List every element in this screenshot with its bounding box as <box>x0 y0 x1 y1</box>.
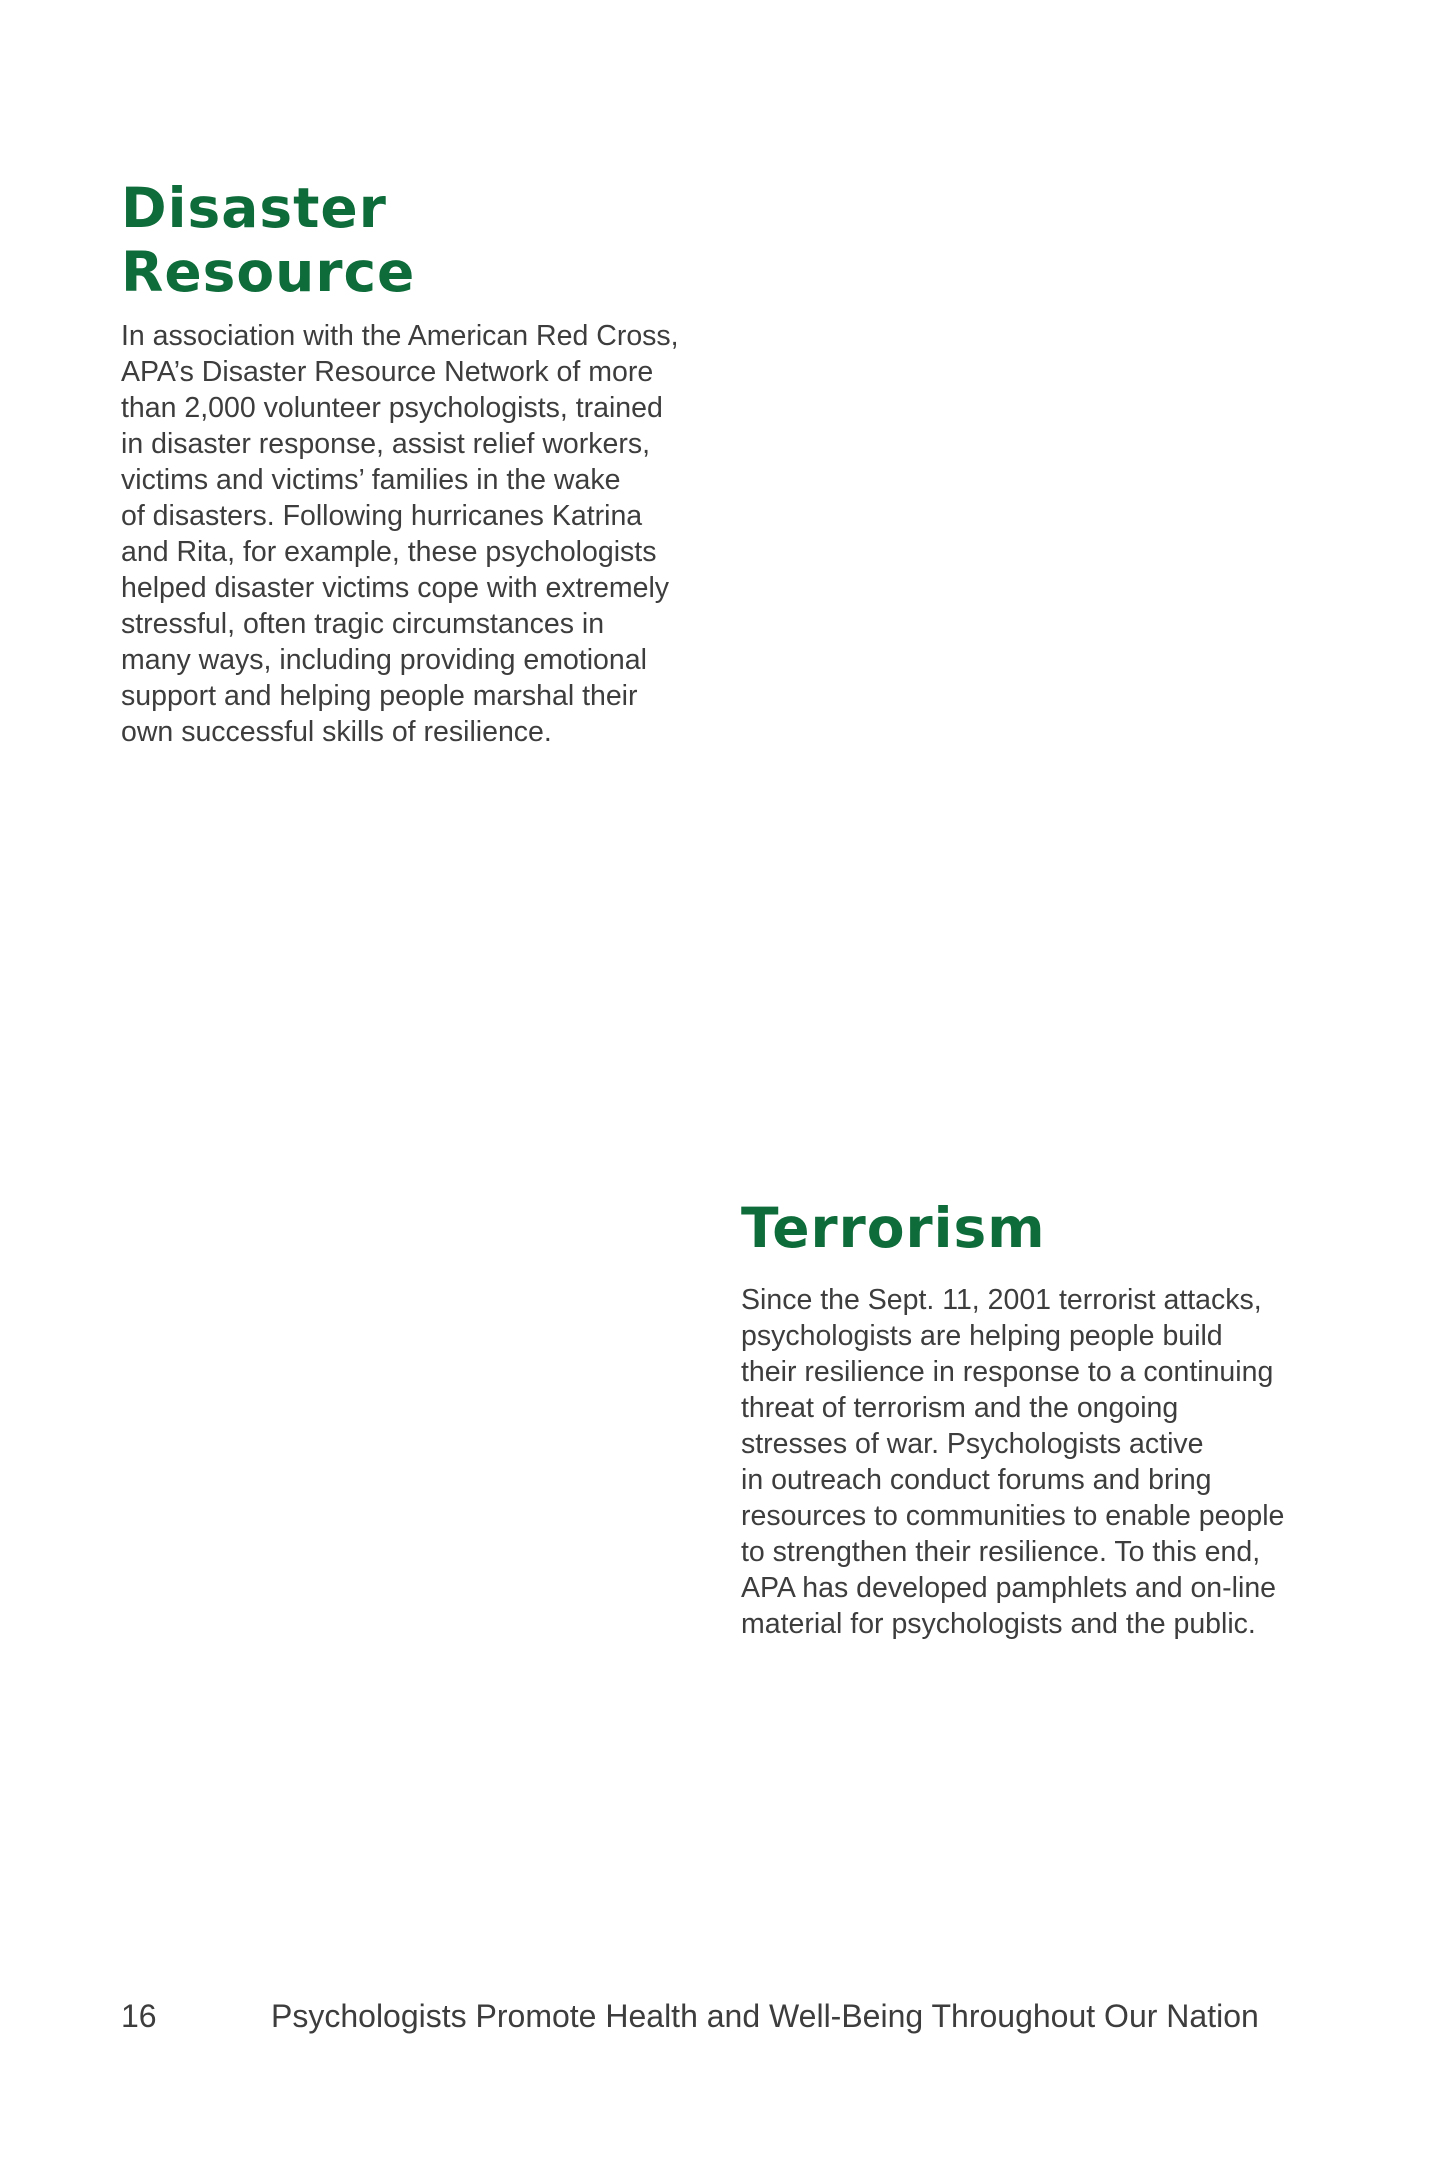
body-line: many ways, including providing emotional <box>121 644 647 676</box>
body-line: of disasters. Following hurricanes Katrina <box>121 500 643 532</box>
body-line: material for psychologists and the public. <box>741 1608 1256 1640</box>
body-line: In association with the American Red Cross, <box>121 320 679 352</box>
disaster-resource-body <box>121 318 721 750</box>
page-number: 16 <box>121 1998 157 2034</box>
body-line: in outreach conduct forums and bring <box>741 1464 1212 1496</box>
body-line: in disaster response, assist relief workers, <box>121 428 651 460</box>
heading-line: Resource <box>121 240 416 304</box>
body-line: stresses of war. Psychologists active <box>741 1428 1204 1460</box>
body-line: threat of terrorism and the ongoing <box>741 1392 1179 1424</box>
disaster-resource-section <box>121 176 721 750</box>
body-line: than 2,000 volunteer psychologists, trained <box>121 392 663 424</box>
body-line: support and helping people marshal their <box>121 680 638 712</box>
heading-line: Disaster <box>121 176 387 240</box>
terrorism-body <box>741 1282 1341 1642</box>
body-line: to strengthen their resilience. To this end, <box>741 1536 1261 1568</box>
body-line: APA’s Disaster Resource Network of more <box>121 356 654 388</box>
body-line: their resilience in response to a continuing <box>741 1356 1274 1388</box>
body-line: and Rita, for example, these psychologists <box>121 536 657 568</box>
body-line: victims and victims’ families in the wake <box>121 464 621 496</box>
terrorism-heading: Terrorism <box>741 1196 1046 1260</box>
publication-title: Psychologists Promote Health and Well-Being Throughout Our Nation <box>271 1998 1259 2034</box>
body-line: APA has developed pamphlets and on-line <box>741 1572 1277 1604</box>
body-line: Since the Sept. 11, 2001 terrorist attacks, <box>741 1284 1262 1316</box>
page-footer <box>121 1996 1331 2036</box>
body-line: psychologists are helping people build <box>741 1320 1223 1352</box>
body-line: helped disaster victims cope with extremely <box>121 572 670 604</box>
body-line: resources to communities to enable people <box>741 1500 1285 1532</box>
body-line: stressful, often tragic circumstances in <box>121 608 605 640</box>
disaster-resource-heading <box>121 176 721 304</box>
body-line: own successful skills of resilience. <box>121 716 552 748</box>
terrorism-section <box>741 1196 1341 1642</box>
